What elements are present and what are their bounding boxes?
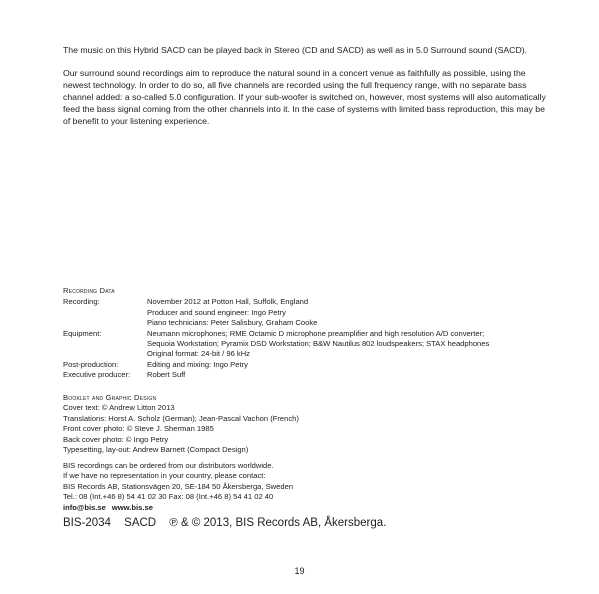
- executive-producer-line: Robert Suff: [147, 370, 186, 380]
- post-production-label: Post-production:: [63, 359, 119, 369]
- booklet-heading: Booklet and Graphic Design: [63, 393, 157, 402]
- order-line: BIS Records AB, Stationsvägen 20, SE-184 50 Åkersberga, Sweden: [63, 481, 294, 491]
- recording-row: [63, 297, 563, 328]
- order-line: BIS recordings can be ordered from our distributors worldwide.: [63, 461, 274, 470]
- recording-label: Recording:: [63, 297, 100, 307]
- order-line: Tel.: 08 (Int.+46 8) 54 41 02 30 Fax: 08 (Int.+46 8) 54 41 02 40: [63, 492, 274, 502]
- post-production-row: [63, 360, 563, 370]
- executive-producer-value: [147, 370, 563, 380]
- catalog-line: [63, 516, 396, 530]
- booklet-line: Front cover photo: © Steve J. Sherman 1985: [63, 424, 214, 434]
- recording-data-section: [63, 286, 563, 381]
- booklet-line: Typesetting, lay-out: Andrew Barnett (Compact Design): [63, 445, 249, 455]
- contact-line: [63, 503, 543, 513]
- equipment-value: [147, 329, 563, 360]
- recording-line: Piano technicians: Peter Salisbury, Graham Cooke: [147, 318, 318, 328]
- booklet-line: Back cover photo: © Ingo Petry: [63, 434, 169, 444]
- page-number: 19: [294, 566, 305, 576]
- catalog-number: BIS-2034: [63, 517, 111, 529]
- website-link[interactable]: www.bis.se: [111, 502, 153, 512]
- intro-text: [63, 44, 549, 138]
- executive-producer-label: Executive producer:: [63, 370, 131, 380]
- catalog-copyright: ℗ & © 2013, BIS Records AB, Åkersberga.: [169, 517, 387, 529]
- booklet-line: Cover text: © Andrew Litton 2013: [63, 403, 175, 413]
- equipment-row: [63, 329, 563, 360]
- booklet-line: Translations: Horst A. Scholz (German); Jean-Pascal Vachon (French): [63, 413, 299, 423]
- equipment-line: Neumann microphones; RME Octamic D microphone preamplifier and high resolution A/D converter;: [147, 328, 485, 338]
- equipment-line: Original format: 24-bit / 96 kHz: [147, 349, 250, 359]
- intro-paragraph-2: Our surround sound recordings aim to reproduce the natural sound in a concert venue as faithfully as possible, using the newest technology. In order to do so, all five channels are recorded using the full frequency range, with no separate bass channel added: a so-called 5.0 configuration. If your sub-woofer is switched on, however, most systems will also automatically feed the bass signal coming from the other channels into it. In the case of systems with limited bass reproduction, this may be of benefit to your listening experience.: [63, 68, 546, 126]
- ordering-info-section: [63, 461, 543, 513]
- intro-paragraph-1: The music on this Hybrid SACD can be played back in Stereo (CD and SACD) as well as in 5.0 Surround sound (SACD).: [63, 45, 528, 55]
- catalog-format: SACD: [124, 517, 157, 529]
- recording-line: Producer and sound engineer: Ingo Petry: [147, 307, 286, 317]
- post-production-value: [147, 360, 563, 370]
- recording-value: [147, 297, 563, 328]
- order-line: If we have no representation in your country, please contact:: [63, 471, 266, 481]
- equipment-line: Sequoia Workstation; Pyramix DSD Workstation; B&W Nautilus 802 loudspeakers; STAX headphones: [147, 339, 490, 349]
- recording-line: November 2012 at Potton Hall, Suffolk, England: [147, 297, 309, 307]
- recording-data-heading: Recording Data: [63, 286, 115, 295]
- executive-producer-row: [63, 370, 563, 380]
- booklet-design-section: [63, 393, 543, 455]
- equipment-label: Equipment:: [63, 328, 102, 338]
- post-production-line: Editing and mixing: Ingo Petry: [147, 359, 248, 369]
- email-link[interactable]: info@bis.se: [63, 502, 106, 512]
